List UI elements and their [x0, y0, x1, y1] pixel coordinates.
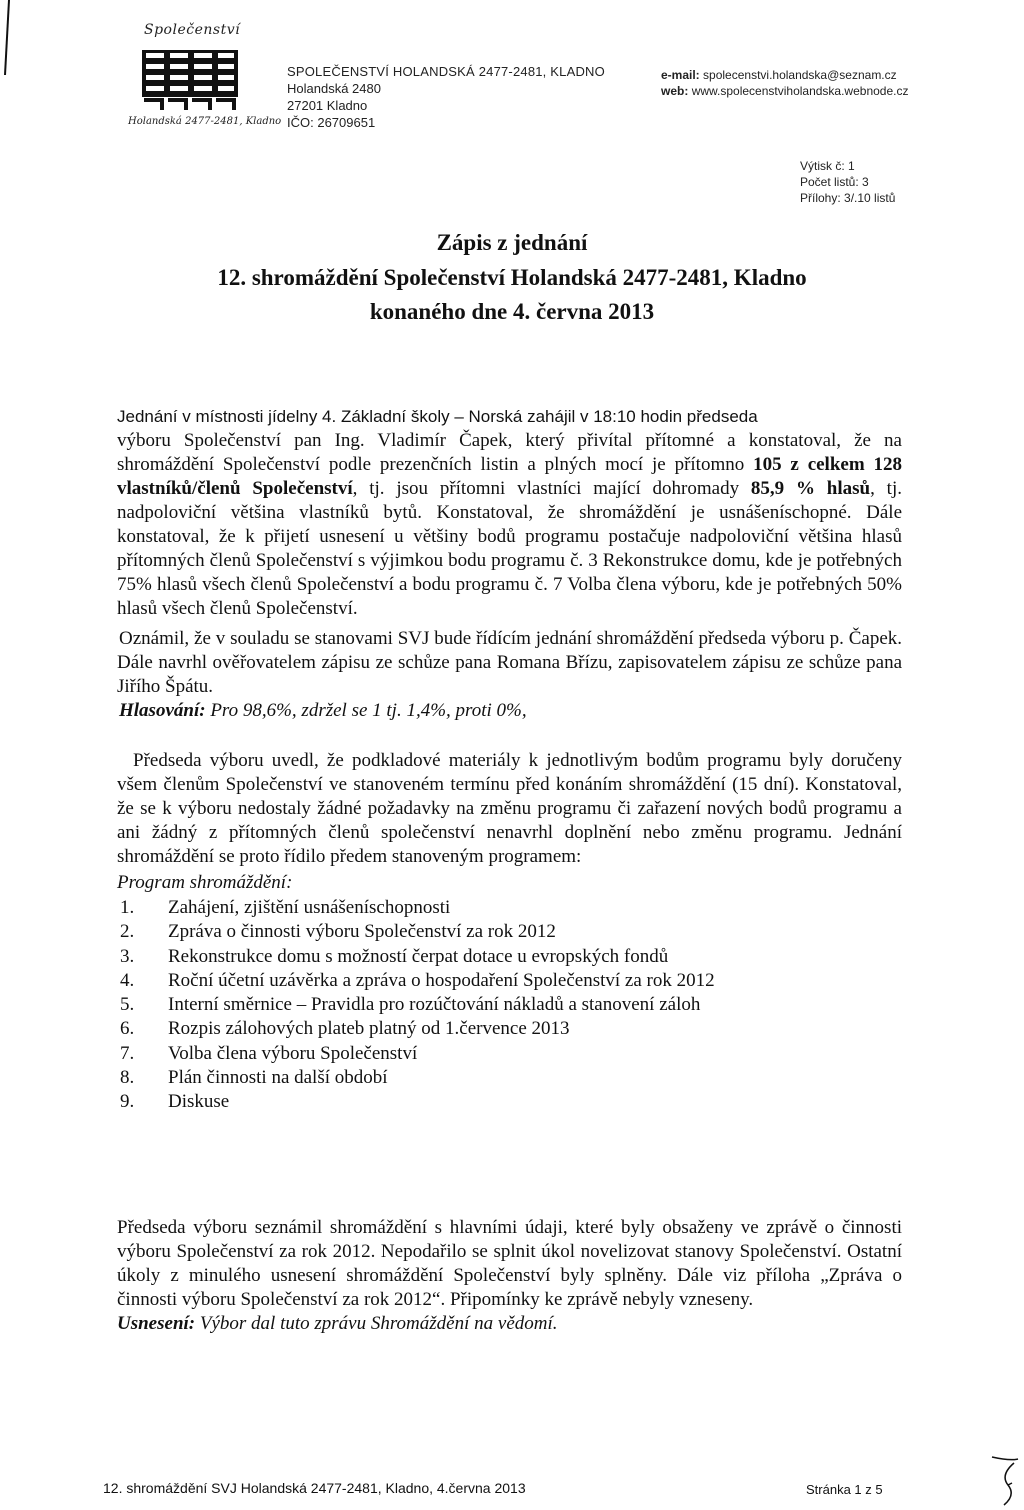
- footer-meeting-info: 12. shromáždění SVJ Holandská 2477-2481, Kladno, 4.června 2013: [103, 1480, 526, 1496]
- program-item-text: Zpráva o činnosti výboru Společenství za rok 2012: [168, 921, 556, 943]
- copy-info: [800, 158, 895, 206]
- program-item-number: 2.: [120, 921, 135, 943]
- announcement-paragraph: [117, 627, 902, 723]
- program-item: [120, 945, 715, 969]
- email-label: e-mail:: [661, 68, 700, 82]
- program-item: [120, 969, 715, 993]
- program-item-number: 9.: [120, 1091, 135, 1113]
- program-item-text: Diskuse: [168, 1091, 230, 1113]
- program-item-number: 5.: [120, 994, 135, 1016]
- building-icon: [142, 50, 238, 112]
- intro-text-a: výboru Společenství pan Ing. Vladimír Čapek, který přivítal přítomné a konstatoval, že na shromáždění Společenství podle prezenčních listin a plných mocí je přítomno: [117, 430, 902, 475]
- report-paragraph: [117, 1216, 902, 1336]
- program-item-text: Zahájení, zjištění usnášeníschopnosti: [168, 897, 451, 918]
- program-item-text: Interní směrnice – Pravidla pro rozúčtování nákladů a stanovení záloh: [168, 994, 701, 1016]
- resolution-text: Výbor dal tuto zprávu Shromáždění na vědomí.: [195, 1313, 558, 1334]
- vote-result: [117, 699, 902, 723]
- pen-mark: [3, 0, 11, 75]
- program-item: [120, 1042, 715, 1066]
- program-item-number: 8.: [120, 1067, 135, 1089]
- program-item: [120, 1090, 715, 1114]
- attachments-count: Přílohy: 3/.10 listů: [800, 191, 896, 205]
- organization-name: SPOLEČENSTVÍ HOLANDSKÁ 2477-2481, KLADNO: [287, 64, 605, 79]
- program-intro-text: Předseda výboru uvedl, že podkladové materiály k jednotlivým bodům programu byly doručeny všem členům Společenství ve stanoveném termínu před konáním shromáždění (15 dní). Konstatoval, že se k výboru nedostaly žádné požadavky na změnu programu či zařazení nových bodů programu a ani žádný z přítomných členů společenství nenavrhl doplnění nebo změnu programu. Jednání shromáždění se proto řídilo předem stanoveným programem:: [117, 750, 902, 867]
- resolution-label: Usnesení:: [117, 1313, 196, 1334]
- web-address: www.spolecenstviholandska.webnode.cz: [691, 84, 909, 98]
- intro-text-b: , tj. jsou přítomni vlastníci mající dohromady: [352, 478, 751, 499]
- logo-script-bottom: Holandská 2477-2481, Kladno: [128, 116, 282, 127]
- handwritten-initials: [990, 1455, 1022, 1510]
- program-item: [120, 1017, 715, 1041]
- document-title: Zápis z jednání: [436, 230, 588, 255]
- program-intro-paragraph: [117, 749, 902, 869]
- email-address: spolecenstvi.holandska@seznam.cz: [703, 68, 897, 82]
- program-item-text: Roční účetní uzávěrka a zpráva o hospodaření Společenství za rok 2012: [168, 969, 715, 991]
- program-title: Program shromáždění:: [117, 872, 293, 893]
- copy-number: Výtisk č: 1: [800, 159, 855, 173]
- meeting-name: 12. shromáždění Společenství Holandská 2477-2481, Kladno: [217, 265, 807, 290]
- intro-first-line: Jednání v místnosti jídelny 4. Základní školy – Norská zahájil v 18:10 hodin předseda: [117, 407, 758, 426]
- organization-info: [287, 63, 605, 131]
- program-item: [120, 1066, 715, 1090]
- program-item-text: Rekonstrukce domu s možností čerpat dotace u evropských fondů: [168, 945, 669, 967]
- organization-city: 27201 Kladno: [287, 98, 368, 113]
- intro-text-c: , tj. nadpoloviční většina vlastníků bytů. Konstatoval, že shromáždění je usnášeníschopné. Dále konstatoval, že k přijetí usnesení u většiny bodů programu postačuje nadpoloviční většina hlasů přítomných členů Společenství s výjimkou bodu programu č. 3 Rekonstrukce domu, kde je potřebných 75% hlasů všech členů Společenství a bodu programu č. 7 Volba člena výboru, kde je potřebných 50% hlasů všech členů Společenství.: [117, 478, 902, 619]
- resolution: [117, 1312, 902, 1336]
- web-label: web:: [661, 84, 689, 98]
- organization-street: Holandská 2480: [287, 81, 381, 96]
- program-item-number: 3.: [120, 945, 135, 967]
- program-item: [120, 896, 715, 920]
- page-count: Počet listů: 3: [800, 175, 869, 189]
- program-item-text: Plán činnosti na další období: [168, 1067, 388, 1089]
- program-list: [120, 896, 715, 1115]
- announcement-text: Oznámil, že v souladu se stanovami SVJ bude řídícím jednání shromáždění předseda výboru p. Čapek. Dále navrhl ověřovatelem zápisu ze schůze pana Romana Břízu, zapisovatelem zápisu ze schůze pana Jiřího Špátu.: [117, 628, 902, 697]
- logo-script-top: Společenství: [144, 22, 241, 38]
- vote-label: Hlasování:: [119, 700, 206, 721]
- organization-ico: IČO: 26709651: [287, 115, 376, 130]
- vote-share: 85,9 % hlasů: [750, 478, 871, 499]
- meeting-date: konaného dne 4. června 2013: [369, 299, 655, 324]
- intro-paragraph: [117, 405, 902, 621]
- attendance-count: 105 z celkem 128 vlastníků/členů Společenství: [117, 454, 903, 499]
- vote-text: Pro 98,6%, zdržel se 1 tj. 1,4%, proti 0%,: [205, 700, 527, 721]
- program-item-number: 6.: [120, 1018, 135, 1040]
- program-item: [120, 920, 715, 944]
- association-logo: [128, 22, 282, 134]
- program-item-number: 1.: [120, 897, 135, 918]
- program-item-number: 7.: [120, 1042, 135, 1064]
- program-item-text: Rozpis zálohových plateb platný od 1.července 2013: [168, 1018, 570, 1040]
- page-number: Stránka 1 z 5: [806, 1482, 883, 1497]
- program-item-text: Volba člena výboru Společenství: [168, 1042, 418, 1064]
- program-item-number: 4.: [120, 969, 135, 991]
- program-item: [120, 993, 715, 1017]
- report-text: Předseda výboru seznámil shromáždění s hlavními údaji, které byly obsaženy ve zprávě o činnosti výboru Společenství za rok 2012. Nepodařilo se splnit úkol novelizovat stanovy Společenství. Ostatní úkoly z minulého usnesení shromáždění Společenství byly splněny. Dále viz příloha „Zpráva o činnosti výboru Společenství za rok 2012“. Připomínky ke zprávě nebyly vzneseny.: [117, 1217, 902, 1310]
- contact-info: [661, 67, 908, 99]
